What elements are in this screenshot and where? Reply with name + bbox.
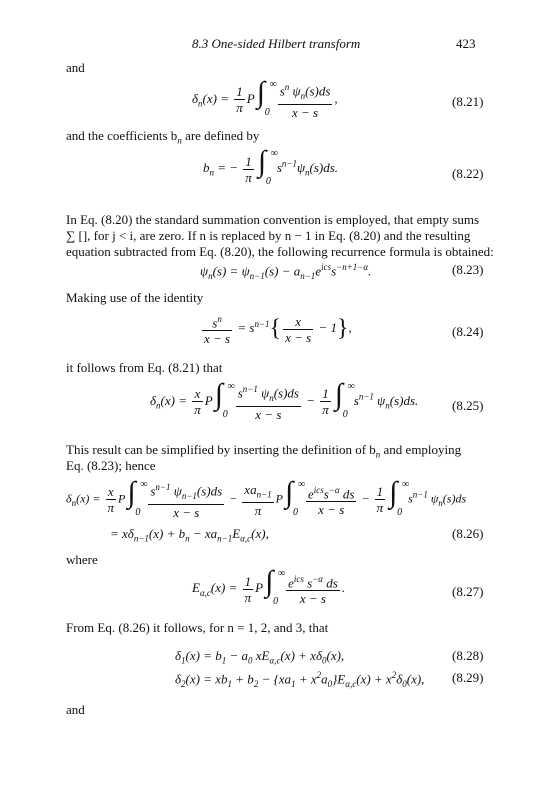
paragraph-and-1: and (66, 60, 85, 75)
paragraph-identity: Making use of the identity (66, 290, 204, 305)
equation-number: (8.26) (452, 526, 484, 541)
paragraph-coefficients: and the coefficients $b_n$ are defined by (66, 128, 260, 146)
equation-8-25: $\delta_n(x)$ = $\frac{x}{\pi}$ P ∫ ∞ 0 $\frac{s^{n-1} \psi_n(s)ds}{x - s}$ − $\frac{1}{\pi}$ ∫ ∞ 0 $s^{n-1}$ $\psi_n(s)ds$. (150, 377, 419, 422)
equation-number: (8.21) (452, 94, 484, 109)
paragraph-summation-2: ∑ [], for j < i, are zero. If n is replaced by n − 1 in Eq. (8.20) and the resulting (66, 228, 471, 243)
equation-number: (8.27) (452, 584, 484, 599)
equation-8-29: $\delta_2(x) = xb_1 + b_2 - \{xa_1 + x^2a_0\}E_{\alpha,c}(x) + x^2\delta_0(x)$, (175, 670, 425, 689)
equation-number: (8.25) (452, 398, 484, 413)
page-number: 423 (456, 36, 476, 51)
equation-8-27: $E_{\alpha,c}(x)$ = $\frac{1}{\pi}$ P ∫ ∞ 0 $\frac{e^{ics} s^{-\alpha} ds}{x - s}$ . (192, 565, 346, 608)
equation-8-24: $\frac{s^n}{x - s}$ = $s^{n-1}${ $\frac{x}{x - s}$ − 1}, (204, 313, 352, 347)
equation-8-21: $\delta_n(x)$ = $\frac{1}{\pi}$ P ∫ ∞ 0 $\frac{s^n \psi_n(s)ds}{x - s}$ , (192, 75, 338, 120)
equation-number: (8.28) (452, 648, 484, 663)
paragraph-cases: From Eq. (8.26) it follows, for n = 1, 2, and 3, that (66, 620, 329, 635)
paragraph-where: where (66, 552, 98, 567)
equation-8-28: $\delta_1(x) = b_1 - a_0$ $xE_{\alpha,c}(x) + x\delta_0(x)$, (175, 648, 345, 666)
paragraph-simplified-1: This result can be simplified by inserting the definition of $b_n$ and employing (66, 442, 462, 460)
paragraph-summation-1: In Eq. (8.20) the standard summation convention is employed, that empty sums (66, 212, 480, 227)
paragraph-summation-3: equation subtracted from Eq. (8.20), the following recurrence formula is obtained: (66, 244, 494, 259)
equation-8-26-line1: $\delta_n(x)$ = $\frac{x}{\pi}$ P ∫ ∞ 0 $\frac{s^{n-1} \psi_{n-1}(s)ds}{x - s}$ − $\frac{xa_{n-1}}{\pi}$ P ∫ ∞ 0 $\frac{e^{ics}s^{-\alpha} ds}{x - s}$ − $\frac{1}{\pi}$ ∫ ∞ 0 $s^{n-1}$ $\psi_n(s)ds$ (66, 475, 467, 520)
equation-8-23: $\psi_n(s) = \psi_{n-1}(s) - a_{n-1}e^{ics}s^{-n+1-\alpha}$. (200, 262, 372, 281)
equation-number: (8.29) (452, 670, 484, 685)
paragraph-and-2: and (66, 702, 85, 717)
paragraph-simplified-2: Eq. (8.23); hence (66, 458, 156, 473)
equation-number: (8.23) (452, 262, 484, 277)
paragraph-follows: it follows from Eq. (8.21) that (66, 360, 223, 375)
equation-8-22: $b_n$ = − $\frac{1}{\pi}$ ∫ ∞ 0 $s^{n-1}\psi_n(s)ds$. (203, 145, 339, 187)
equation-number: (8.22) (452, 166, 484, 181)
equation-number: (8.24) (452, 324, 484, 339)
equation-8-26-line2: = $x\delta_{n-1}(x) + b_n - xa_{n-1}E_{\alpha,c}(x)$, (110, 526, 269, 544)
running-header: 8.3 One-sided Hilbert transform (192, 36, 361, 51)
